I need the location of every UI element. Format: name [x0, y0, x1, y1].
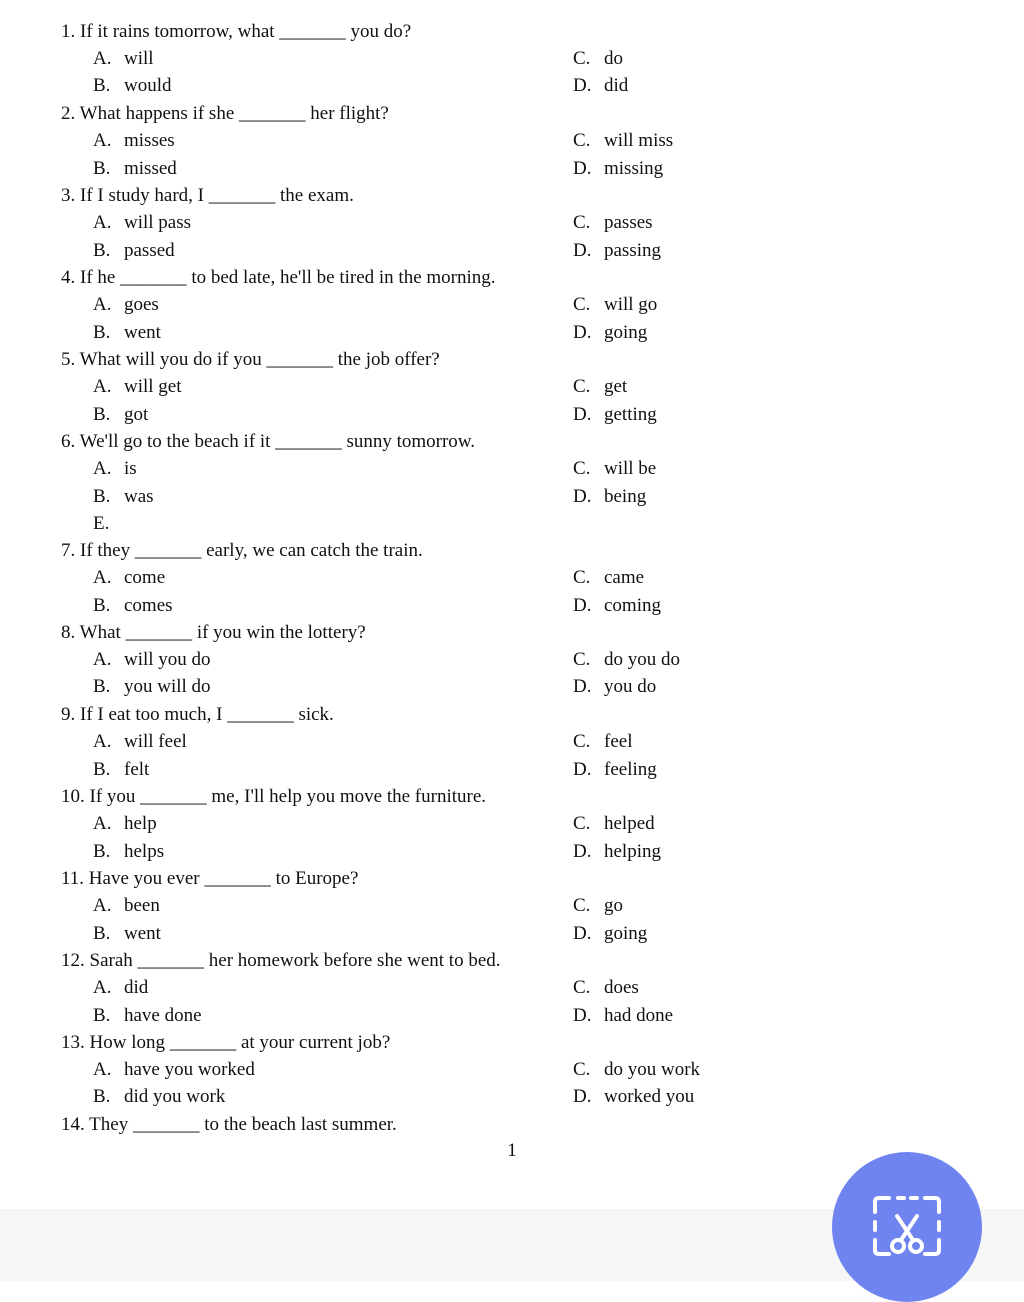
option-2c: C. will miss [573, 130, 674, 151]
option-7c: C. came [573, 567, 645, 588]
question-9: 9. If I eat too much, I _______ sick. [61, 704, 334, 725]
question-13: 13. How long _______ at your current job? [61, 1032, 391, 1053]
option-4d: D. going [573, 322, 648, 343]
option-5d: D. getting [573, 404, 657, 425]
option-10d: D. helping [573, 841, 661, 862]
option-6a: A. is [93, 458, 137, 479]
option-8d: D. you do [573, 676, 657, 697]
option-7d: D. coming [573, 595, 661, 616]
option-10a: A. help [93, 813, 157, 834]
question-7: 7. If they _______ early, we can catch the train. [61, 540, 423, 561]
option-11a: A. been [93, 895, 160, 916]
option-3c: C. passes [573, 212, 653, 233]
question-12: 12. Sarah _______ her homework before she went to bed. [61, 950, 501, 971]
option-4a: A. goes [93, 294, 159, 315]
option-10c: C. helped [573, 813, 655, 834]
option-13c: C. do you work [573, 1059, 701, 1080]
option-12b: B. have done [93, 1005, 202, 1026]
option-11b: B. went [93, 923, 161, 944]
option-4c: C. will go [573, 294, 658, 315]
option-6d: D. being [573, 486, 647, 507]
option-12a: A. did [93, 977, 149, 998]
option-8b: B. you will do [93, 676, 211, 697]
option-5b: B. got [93, 404, 149, 425]
question-2: 2. What happens if she _______ her flight? [61, 103, 389, 124]
option-2b: B. missed [93, 158, 177, 179]
option-6e: E. [93, 513, 110, 534]
question-8: 8. What _______ if you win the lottery? [61, 622, 366, 643]
option-12c: C. does [573, 977, 639, 998]
option-7a: A. come [93, 567, 166, 588]
option-6b: B. was [93, 486, 154, 507]
option-8a: A. will you do [93, 649, 211, 670]
option-3a: A. will pass [93, 212, 192, 233]
option-1c: C. do [573, 48, 623, 69]
page-number: 1 [507, 1140, 517, 1161]
option-12d: D. had done [573, 1005, 674, 1026]
question-10: 10. If you _______ me, I'll help you move the furniture. [61, 786, 487, 807]
option-10b: B. helps [93, 841, 165, 862]
option-1b: B. would [93, 75, 172, 96]
option-6c: C. will be [573, 458, 657, 479]
option-2d: D. missing [573, 158, 664, 179]
option-9b: B. felt [93, 759, 150, 780]
option-1a: A. will [93, 48, 154, 69]
question-4: 4. If he _______ to bed late, he'll be tired in the morning. [61, 267, 496, 288]
option-5a: A. will get [93, 376, 182, 397]
question-11: 11. Have you ever _______ to Europe? [61, 868, 359, 889]
option-8c: C. do you do [573, 649, 680, 670]
option-11d: D. going [573, 923, 648, 944]
option-3b: B. passed [93, 240, 175, 261]
option-9c: C. feel [573, 731, 633, 752]
question-14: 14. They _______ to the beach last summer. [61, 1114, 397, 1135]
option-9d: D. feeling [573, 759, 657, 780]
option-11c: C. go [573, 895, 623, 916]
option-2a: A. misses [93, 130, 175, 151]
option-3d: D. passing [573, 240, 661, 261]
option-9a: A. will feel [93, 731, 187, 752]
option-5c: C. get [573, 376, 628, 397]
scissors-capture-icon [871, 1194, 943, 1260]
question-3: 3. If I study hard, I _______ the exam. [61, 185, 354, 206]
option-13a: A. have you worked [93, 1059, 255, 1080]
option-13b: B. did you work [93, 1086, 226, 1107]
question-1: 1. If it rains tomorrow, what _______ you do? [61, 21, 412, 42]
option-13d: D. worked you [573, 1086, 695, 1107]
option-7b: B. comes [93, 595, 173, 616]
option-4b: B. went [93, 322, 161, 343]
option-1d: D. did [573, 75, 629, 96]
question-5: 5. What will you do if you _______ the job offer? [61, 349, 440, 370]
question-6: 6. We'll go to the beach if it _______ sunny tomorrow. [61, 431, 476, 452]
